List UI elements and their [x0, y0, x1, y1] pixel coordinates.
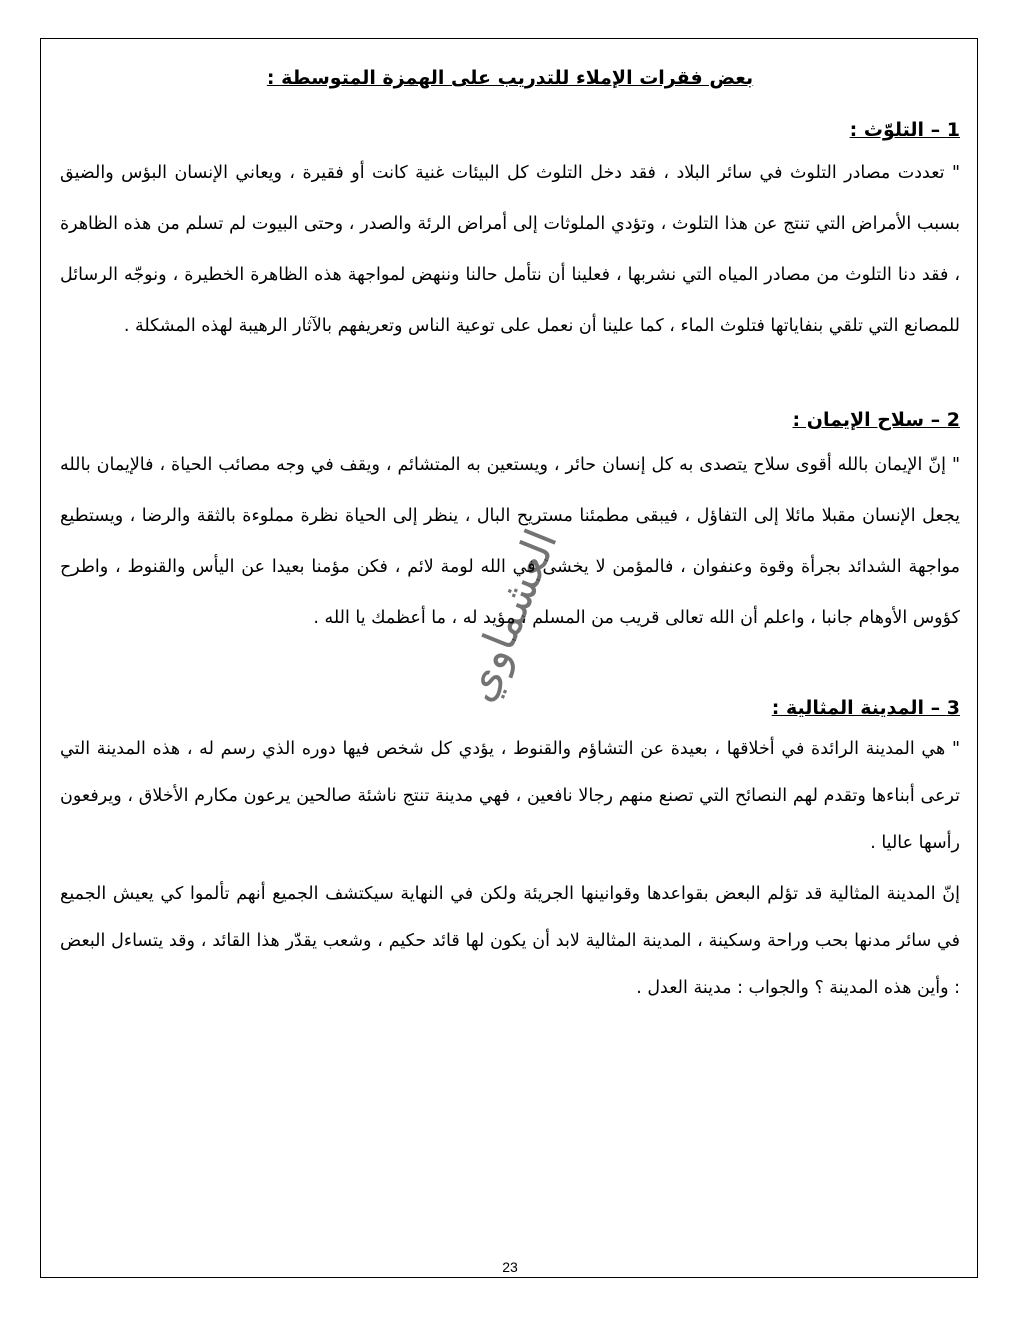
section-title: 1 – التلوّث :: [849, 119, 960, 141]
section-paragraph: " تعددت مصادر التلوث في سائر البلاد ، فقد دخل التلوث كل البيئات غنية كانت أو فقيرة ، ويعاني الإنسان البؤس والضيق بسبب الأمراض التي تنتج عن هذا التلوث ، وتؤدي الملوثات إلى أمراض الرئة والصدر ، وحتى البيوت لم تسلم من هذه الظاهرة ، فقد دنا التلوث من مصادر المياه التي نشربها ، فعلينا أن نتأمل حالنا وننهض لمواجهة هذه الظاهرة الخطيرة ، ونوجّه الرسائل للمصانع التي تلقي بنفاياتها فتلوث الماء ، كما علينا أن نعمل على توعية الناس وتعريفهم بالآثار الرهيبة لهذه المشكلة .: [60, 163, 960, 336]
section-paragraph: إنّ المدينة المثالية قد تؤلم البعض بقواعدها وقوانينها الجريئة ولكن في النهاية سيكتشف الجميع أنهم تألموا كي يعيش الجميع في سائر مدنها بحب وراحة وسكينة ، المدينة المثالية لابد أن يكون لها قائد حكيم ، وشعب يقدّر هذا القائد ، وقد يتساءل البعض : وأين هذه المدينة ؟ والجواب : مدينة العدل .: [60, 884, 960, 998]
page-number: 23: [502, 1259, 518, 1275]
document-body: [60, 60, 960, 1012]
section-title: 3 – المدينة المثالية :: [771, 697, 960, 719]
section-title: 2 – سلاح الإيمان :: [792, 409, 960, 431]
section-paragraph: " إنّ الإيمان بالله أقوى سلاح يتصدى به كل إنسان حائر ، ويستعين به المتشائم ، ويقف في وجه مصائب الحياة ، فالإيمان بالله يجعل الإنسان مقبلا مائلا إلى التفاؤل ، فيبقى مطمئنا مستريح البال ، ينظر إلى الحياة نظرة مملوءة بالثقة والرضا ، ويستطيع مواجهة الشدائد بجرأة وقوة وعنفوان ، فالمؤمن لا يخشى في الله لومة لائم ، فكن مؤمنا بعيدا عن اليأس والقنوط ، واطرح كؤوس الأوهام جانبا ، واعلم أن الله تعالى قريب من المسلم ، مؤيد له ، ما أعظمك يا الله .: [60, 455, 960, 628]
page-title: بعض فقرات الإملاء للتدريب على الهمزة المتوسطة :: [266, 67, 754, 89]
section-ideal-city: [60, 694, 960, 1012]
watermark: العشماوي: [452, 522, 568, 709]
section-pollution: [60, 116, 960, 352]
section-paragraph: " هي المدينة الرائدة في أخلاقها ، بعيدة عن التشاؤم والقنوط ، يؤدي كل شخص فيها دوره الذي رسم له ، هذه المدينة التي ترعى أبناءها وتقدم لهم النصائح التي تصنع منهم رجالا نافعين ، فهي مدينة تنتج ناشئة صالحين يرعون مكارم الأخلاق ، ويرفعون رأسها عاليا .: [60, 739, 960, 853]
